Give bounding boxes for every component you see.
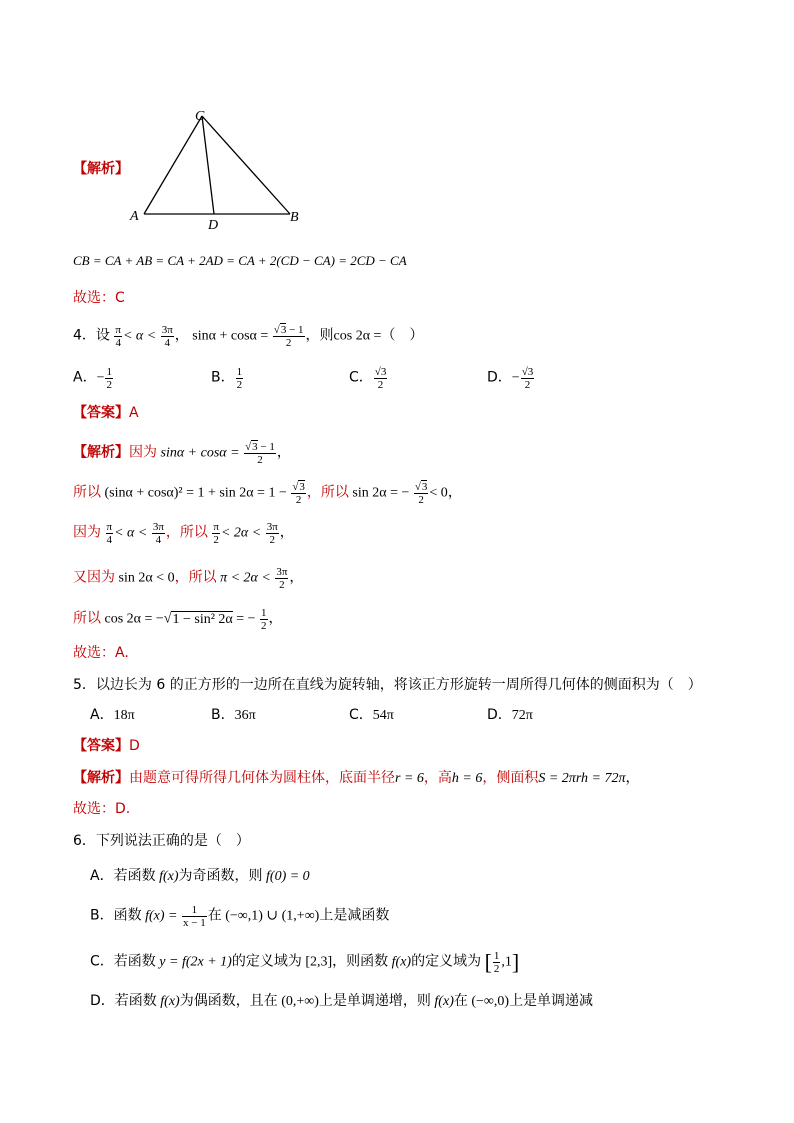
frac-1-2-b: $\frac{1}{2}$ xyxy=(493,950,500,975)
frac-1-2: $\frac{1}{2}$ xyxy=(261,607,267,632)
q6-option-d-text2: 为偶函数，且在 xyxy=(179,993,278,1009)
q5-analysis-s-label: ，侧面积 xyxy=(482,770,539,786)
q6-option-c-text4: 的定义域为 xyxy=(411,953,482,970)
q6-option-a: A．若函数 f(x)为奇函数，则 f(0) = 0 xyxy=(90,868,310,884)
q6-option-b-text3: 上是减函数 xyxy=(319,907,390,924)
q6-option-c-text2: 的定义域为 xyxy=(231,953,302,970)
q4-analysis-tag: 【解析】 xyxy=(73,444,129,461)
q3-analysis-tag: 【解析】 xyxy=(73,161,129,177)
q5-stem xyxy=(73,676,702,694)
q5-option-b-value: 36π xyxy=(234,708,256,723)
q5-analysis-text: 由题意可得所得几何体为圆柱体，底面半径 xyxy=(129,770,395,786)
q6-option-b-label: B． xyxy=(90,907,114,924)
q4-line2-prefix: 所以 xyxy=(73,484,101,501)
q5-analysis xyxy=(73,769,639,788)
q5-option-a-label: A． xyxy=(90,707,114,723)
frac-1-over-x-minus-1: $\frac{1}{x - 1}$ xyxy=(182,904,206,929)
q6-stem-text: 下列说法正确的是（ ） xyxy=(95,833,250,849)
frac-sqrt3-over-2-b: $\frac{√3}{2}$ xyxy=(414,481,428,506)
q5-option-c xyxy=(349,706,394,725)
q4-line3-mid: ，所以 xyxy=(165,524,208,541)
q6-option-d-text3: 上是单调递增，则 xyxy=(318,993,431,1009)
edge-ca xyxy=(144,116,202,214)
q5-number: 5． xyxy=(73,677,96,693)
q6-option-c-text3: ，则函数 xyxy=(332,953,389,970)
frac-3pi-4-b: $\frac{3\pi}{4}$ xyxy=(152,521,164,546)
q4-stem-then: ，则 xyxy=(305,327,334,344)
q6-option-c: C．若函数 y = f(2x + 1)的定义域为 [2,3]，则函数 f(x)的定义域为 [ $\frac{1}{2}$ ,1] xyxy=(90,949,520,975)
q4-option-d-frac xyxy=(521,366,535,391)
q6-option-d-text4: 在 xyxy=(453,993,468,1009)
q4-answer xyxy=(73,404,139,422)
frac-3pi-4: $\frac{3\pi}{4}$ xyxy=(161,324,173,349)
q6-option-d: D．若函数 f(x)为偶函数，且在 (0,+∞)上是单调递增，则 f(x)在 (−∞,0)上是单调递减 xyxy=(90,993,594,1009)
q5-option-b-label: B． xyxy=(211,707,235,723)
q6-option-b-text2: 在 xyxy=(207,907,222,924)
q4-option-a-num: 1 xyxy=(106,366,112,378)
q4-line3-prefix: 因为 xyxy=(73,524,101,541)
frac-3pi-2: $\frac{3\pi}{2}$ xyxy=(266,521,278,546)
q4-line2-mid: ，所以 xyxy=(306,484,349,501)
q5-analysis-r: r = 6 xyxy=(395,771,424,786)
q4-option-c-label: C． xyxy=(349,369,373,386)
q4-analysis-line3: 因为 $\frac{\pi}{4}$ < α < $\frac{3\pi}{4}$ ，所以 $\frac{\pi}{2}$ < 2α < $\frac{3\pi}{2}$ ， xyxy=(73,521,294,546)
q5-option-a-value: 18π xyxy=(113,708,135,723)
q4-option-d-label: D． xyxy=(487,369,512,386)
q5-stem-text: 以边长为 6 的正方形的一边所在直线为旋转轴，将该正方形旋转一周所得几何体的侧面积为（ ） xyxy=(95,677,702,693)
q3-choice xyxy=(73,289,125,307)
q4-option-a-sign: − xyxy=(96,370,105,386)
q4-analysis-line5: 所以 cos 2α = −√1 − sin² 2α = − $\frac{1}{2}$ ， xyxy=(73,607,283,632)
q6-option-c-label: C． xyxy=(90,953,114,970)
q5-choice: 故选：D. xyxy=(73,801,131,817)
q4-option-b-label: B． xyxy=(211,369,235,386)
q5-option-a xyxy=(90,706,135,725)
frac-sqrt3-minus-1-over-2: $\frac{√3 - 1}{2}$ xyxy=(273,324,304,349)
label-a: A xyxy=(130,209,139,224)
q4-line5-prefix: 所以 xyxy=(73,610,101,627)
q6-option-c-text1: 若函数 xyxy=(113,953,156,970)
label-c: C xyxy=(195,109,205,124)
q6-option-b-text1: 函数 xyxy=(113,907,142,924)
q4-analysis-line1: 【解析】因为 sinα + cosα = $\frac{√3 - 1}{2}$ ， xyxy=(73,441,291,466)
q4-option-a-frac xyxy=(105,366,113,391)
q4-option-d-den: 2 xyxy=(524,379,531,391)
q3-vector-eq-text: CB = CA + AB = CA + 2AD = CA + 2(CD − CA) = 2CD − CA xyxy=(73,253,407,268)
q4-option-d xyxy=(487,366,535,391)
q4-option-b-frac xyxy=(236,366,244,391)
frac-sqrt3-over-2-a: $\frac{√3}{2}$ xyxy=(292,481,305,506)
q4-stem-prefix: 设 xyxy=(95,327,110,344)
q6-option-b: B．函数 f(x) = $\frac{1}{x - 1}$ 在 (−∞,1) ∪ (1,+∞)上是减函数 xyxy=(90,904,390,929)
q4-option-c-num: √3 xyxy=(374,366,387,378)
q5-option-d xyxy=(487,706,533,725)
q4-option-a-den: 2 xyxy=(106,379,112,391)
frac-sqrt3-minus-1-over-2-b: $\frac{√3 - 1}{2}$ xyxy=(245,441,275,466)
q6-option-a-text1: 若函数 xyxy=(113,868,156,884)
q4-cond: sinα + cosα = xyxy=(192,328,269,344)
q5-option-b xyxy=(211,706,256,725)
q6-option-a-text2: 为奇函数，则 xyxy=(178,868,263,884)
q4-option-d-sign: − xyxy=(511,370,520,386)
q5-analysis-h: h = 6 xyxy=(451,771,483,786)
q5-analysis-tag: 【解析】 xyxy=(73,770,129,786)
frac-pi-2: $\frac{\pi}{2}$ xyxy=(213,521,219,546)
q4-analysis-line2: 所以 (sinα + cosα)² = 1 + sin 2α = 1 − $\frac{√3}{2}$ ，所以 sin 2α = − $\frac{√3}{2}$ < 0， xyxy=(73,481,462,506)
q5-analysis-h-label: ，高 xyxy=(423,770,452,786)
q4-option-d-num: √3 xyxy=(521,366,534,378)
q4-option-c-frac xyxy=(374,366,388,391)
frac-pi-4-b: $\frac{\pi}{4}$ xyxy=(106,521,113,546)
q6-option-d-text1: 若函数 xyxy=(114,993,157,1009)
q5-analysis-end: ， xyxy=(625,770,640,786)
frac-pi-4: $\frac{\pi}{4}$ xyxy=(115,324,121,349)
q5-option-d-value: 72π xyxy=(511,708,533,723)
q4-option-b-den: 2 xyxy=(236,379,243,391)
q4-line1-prefix: 因为 xyxy=(129,444,157,461)
q5-option-c-label: C． xyxy=(349,707,373,723)
frac-3pi-2-b: $\frac{3\pi}{2}$ xyxy=(276,566,288,591)
q6-option-d-label: D． xyxy=(90,993,115,1009)
q6-stem xyxy=(73,832,250,850)
q4-answer-tag: 【答案】 xyxy=(73,405,129,421)
q3-vector-equation xyxy=(73,253,407,269)
q4-option-b xyxy=(211,366,244,391)
triangle-figure xyxy=(120,100,320,235)
q6-option-d-text5: 上是单调递减 xyxy=(509,993,594,1009)
q5-answer-value: D xyxy=(129,738,140,754)
q4-ask: cos 2α =（ ） xyxy=(333,328,424,344)
q4-option-c xyxy=(349,366,388,391)
q4-option-a xyxy=(73,366,114,391)
q4-option-a-label: A． xyxy=(73,369,97,386)
q4-number: 4． xyxy=(73,327,96,344)
q4-line4-prefix: 又因为 xyxy=(73,569,115,586)
q5-option-d-label: D． xyxy=(487,707,512,723)
label-d: D xyxy=(208,218,219,233)
q4-line4-mid: ，所以 xyxy=(174,569,217,586)
q4-option-b-num: 1 xyxy=(236,366,243,378)
edge-cd xyxy=(202,116,214,214)
q5-answer xyxy=(73,737,140,755)
q5-answer-tag: 【答案】 xyxy=(73,738,129,754)
q4-analysis-line4: 又因为 sin 2α < 0，所以 π < 2α < $\frac{3\pi}{2}$ ， xyxy=(73,566,304,591)
q4-option-c-den: 2 xyxy=(377,379,384,391)
q4-stem: 4．设 $\frac{\pi}{4}$ < α < $\frac{3\pi}{4}$ ， sinα + cosα = $\frac{√3 - 1}{2}$ ，则cos 2α =（ ） xyxy=(73,324,424,349)
q6-number: 6． xyxy=(73,833,96,849)
q4-answer-value: A xyxy=(129,405,139,421)
edge-cb xyxy=(202,116,290,214)
label-b: B xyxy=(290,210,299,225)
q6-option-a-label: A． xyxy=(90,868,114,884)
q3-choice-text: 故选：C xyxy=(73,290,125,306)
q5-option-c-value: 54π xyxy=(372,708,394,723)
q5-analysis-s: S = 2πrh = 72π xyxy=(538,771,626,786)
q4-choice: 故选：A. xyxy=(73,645,129,661)
